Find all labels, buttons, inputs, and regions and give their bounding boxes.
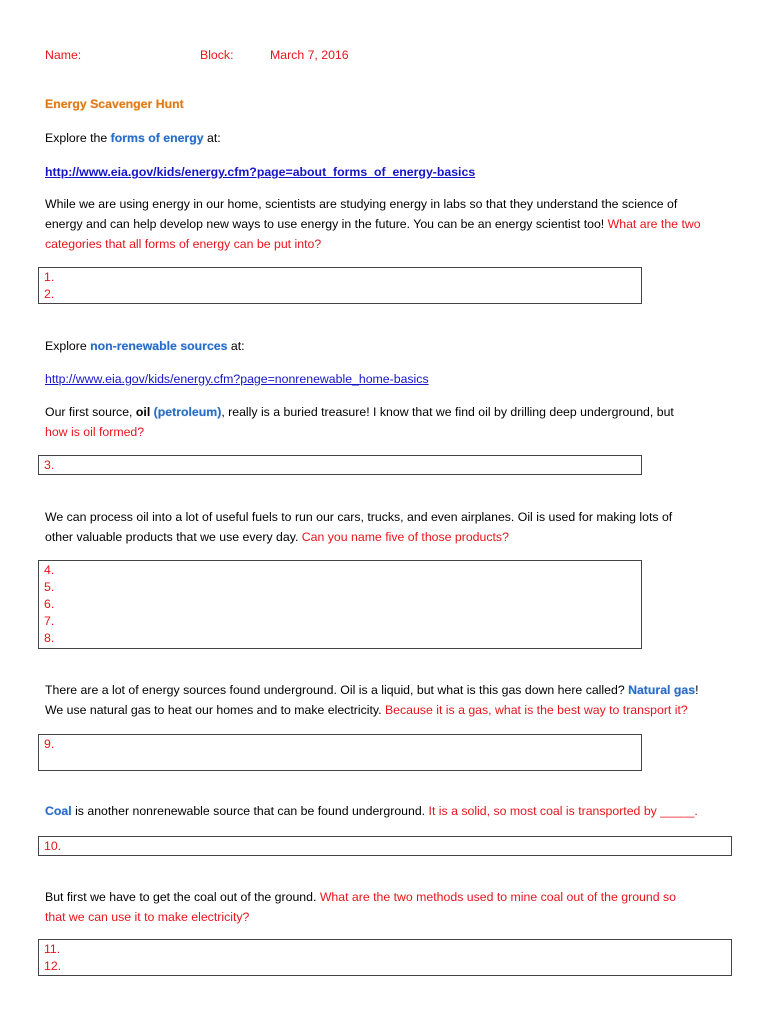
non-renewable-sources-link[interactable]: non-renewable sources: [90, 339, 228, 353]
question-text: that we can use it to make electricity?: [45, 910, 250, 924]
coal-mining-paragraph: [45, 887, 745, 927]
name-label: Name:: [45, 48, 82, 62]
answer-number: 5.: [44, 580, 55, 594]
answer-number: 3.: [44, 458, 55, 472]
answer-number: 10.: [44, 839, 62, 853]
explore-suffix: at:: [227, 339, 245, 353]
coal-line: [45, 804, 698, 818]
question-text: It is a solid, so most coal is transported by _____.: [428, 804, 698, 818]
forms-of-energy-url[interactable]: http://www.eia.gov/kids/energy.cfm?page=about_forms_of_energy-basics: [45, 165, 476, 179]
products-paragraph: [45, 507, 735, 547]
answer-number: 4.: [44, 563, 55, 577]
para-text: Our first source,: [45, 405, 136, 419]
explore-prefix: Explore: [45, 339, 91, 353]
question-text: Because it is a gas, what is the best way to transport it?: [384, 703, 688, 717]
question-text: Can you name five of those products?: [301, 530, 509, 544]
para-text: other valuable products that we use every day.: [45, 530, 302, 544]
explore-forms-line: [45, 131, 221, 145]
para-text: is another nonrenewable source that can be found underground.: [71, 804, 429, 818]
para-text: energy and can help develop new ways to use energy in the future. You can be an energy scientist too!: [45, 217, 608, 231]
question-text: What are the two methods used to mine coal out of the ground so: [319, 890, 676, 904]
page-title: Energy Scavenger Hunt: [45, 97, 184, 111]
para-line: We can process oil into a lot of useful fuels to run our cars, trucks, and even airplanes. Oil is used for making lots of: [45, 510, 673, 524]
answer-box-10[interactable]: [38, 836, 732, 856]
question-text: categories that all forms of energy can be put into?: [45, 237, 322, 251]
para-line: [45, 700, 745, 720]
natural-gas-link[interactable]: Natural gas: [628, 683, 696, 697]
oil-word: oil: [135, 405, 151, 419]
explore-suffix: at:: [203, 131, 221, 145]
para-line: While we are using energy in our home, scientists are studying energy in labs so that they understand the science of: [45, 197, 678, 211]
para-text: But first we have to get the coal out of the ground.: [45, 890, 320, 904]
answer-box-3[interactable]: [38, 455, 642, 475]
explore-prefix: Explore the: [45, 131, 111, 145]
block-label: Block:: [200, 48, 234, 62]
para-text: We use natural gas to heat our homes and to make electricity.: [45, 703, 385, 717]
answer-number: 11.: [44, 942, 61, 956]
forms-of-energy-link[interactable]: forms of energy: [110, 131, 204, 145]
para-text: !: [695, 683, 699, 697]
question-text: how is oil formed?: [45, 425, 145, 439]
answer-number: 1.: [44, 270, 55, 284]
para-line: [45, 887, 745, 907]
nonrenewable-url[interactable]: http://www.eia.gov/kids/energy.cfm?page=nonrenewable_home-basics: [45, 372, 429, 386]
answer-number: 2.: [44, 287, 55, 301]
para-line: [45, 527, 735, 547]
para-line: [45, 402, 735, 422]
explore-nonrenewable-line: [45, 339, 245, 353]
para-text: There are a lot of energy sources found underground. Oil is a liquid, but what is this gas down here called?: [45, 683, 629, 697]
answer-number: 9.: [44, 737, 55, 751]
answer-number: 6.: [44, 597, 55, 611]
natural-gas-paragraph: [45, 680, 745, 720]
answer-number: 8.: [44, 631, 55, 645]
para-line: [45, 680, 745, 700]
answer-box-9[interactable]: [38, 734, 642, 771]
coal-link[interactable]: Coal: [45, 804, 72, 818]
answer-box-4-8[interactable]: [38, 560, 642, 649]
date: March 7, 2016: [270, 48, 349, 62]
para-text: , really is a buried treasure! I know that we find oil by drilling deep underground, but: [221, 405, 674, 419]
answer-box-11-12[interactable]: [38, 939, 732, 976]
section1-paragraph: [45, 194, 735, 254]
question-text: What are the two: [607, 217, 701, 231]
para-line: [45, 214, 735, 234]
answer-number: 7.: [44, 614, 55, 628]
petroleum-link[interactable]: (petroleum): [153, 405, 222, 419]
answer-number: 12.: [44, 959, 62, 973]
answer-box-1-2[interactable]: [38, 267, 642, 304]
oil-paragraph: [45, 402, 735, 442]
